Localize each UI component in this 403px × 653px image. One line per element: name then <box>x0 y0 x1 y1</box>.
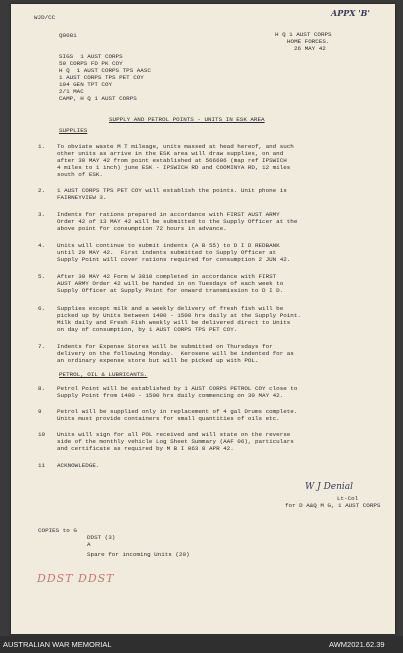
para-line: Supply Point from 1400 - 1500 hrs daily commencing on 30 MAY 42. <box>57 392 284 399</box>
para-line: after 30 MAY 42 from point established at 566606 (map ref IPSWICH <box>57 157 287 164</box>
file-number: Q0081 <box>59 32 77 39</box>
para-line: ACKNOWLEDGE. <box>57 462 100 469</box>
para-number: 2. <box>38 187 46 194</box>
para-line: Supplies except milk and a weekly delivery of fresh fish will be <box>57 305 284 312</box>
para-line: delivery on the following Monday. Kerosene will be indented for as <box>57 350 294 357</box>
para-line: picked up by Units between 1400 - 1500 hrs daily at the Supply Point. <box>57 312 301 319</box>
para-line: side of the monthly vehicle Log Sheet Summary (AAF 06), particulars <box>57 438 294 445</box>
para-number: 4. <box>38 242 46 249</box>
para-line: To obviate waste M T mileage, units massed at head hereof, and such <box>57 143 294 150</box>
archive-footer <box>0 636 403 653</box>
document-title: SUPPLY AND PETROL POINTS - UNITS IN ESK AREA <box>109 116 265 123</box>
para-number: 5. <box>38 273 46 280</box>
date: 26 MAY 42 <box>294 45 326 52</box>
distribution-line: 2/1 MAC <box>59 88 84 95</box>
para-number: 6. <box>38 305 46 312</box>
para-line: Petrol Point will be established by 1 AUST CORPS PETROL COY close to <box>57 385 298 392</box>
para-line: FAIRNEYVIEW 3. <box>57 194 107 201</box>
copies-label: COPIES to G <box>38 527 77 534</box>
distribution-line: 59 CORPS FD PK COY <box>59 60 123 67</box>
hq-heading: H Q 1 AUST CORPS <box>275 31 332 38</box>
para-line: Units must provide containers for small quantities of oils etc. <box>57 415 280 422</box>
para-number: 9 <box>38 408 42 415</box>
para-line: 1 AUST CORPS TPS PET COY will establish the points. Unit phone is <box>57 187 287 194</box>
signature-rank: Lt-Col <box>337 495 359 502</box>
para-number: 10 <box>38 431 46 438</box>
para-line: After 30 MAY 42 Form W 3810 completed in accordance with FIRST <box>57 273 277 280</box>
appendix-annotation: APPX 'B' <box>331 8 370 18</box>
para-number: 7. <box>38 343 46 350</box>
location: HOME FORCES. <box>287 38 330 45</box>
reference: WJD/CC <box>34 14 56 21</box>
para-number: 1. <box>38 143 46 150</box>
handwritten-annotation: DDST DDST <box>37 572 115 585</box>
para-line: Units will sign for all POL received and will state on the reverse <box>57 431 291 438</box>
para-line: Indents for Expense Stores will be submitted on Thursdays for <box>57 343 273 350</box>
para-line: on day of consumption, by 1 AUST CORPS TPS PET COY. <box>57 326 238 333</box>
distribution-line: CAMP, H Q 1 AUST CORPS <box>59 95 137 102</box>
section-heading-petrol: PETROL, OIL & LUBRICANTS. <box>59 371 148 378</box>
signature-title: for D A&Q M G, 1 AUST CORPS <box>285 502 381 509</box>
para-line: an ordinary expense store but will be picked up with POL. <box>57 357 259 364</box>
distribution-line: H Q 1 AUST CORPS TPS AASC <box>59 67 151 74</box>
para-number: 3. <box>38 211 46 218</box>
distribution-line: SIGS 1 AUST CORPS <box>59 53 123 60</box>
para-line: Petrol will be supplied only in replacement of 4 gal Drums complete. <box>57 408 298 415</box>
para-line: Milk daily and Fresh Fish weekly will be delivered direct to Units <box>57 319 291 326</box>
distribution-line: 1 AUST CORPS TPS PET COY <box>59 74 144 81</box>
document-page <box>11 4 395 634</box>
handwritten-signature: W J Denial <box>305 482 354 492</box>
para-line: Order 42 of 13 MAY 42 will be submitted to the Supply Officer at the <box>57 218 298 225</box>
distribution-line: 104 GEN TPT COY <box>59 81 113 88</box>
para-line: and certificate as required by M B I 063 8 APR 42. <box>57 445 234 452</box>
para-line: Supply Point will cover rations required for consumption 2 JUN 42. <box>57 256 291 263</box>
para-line: AUST ARMY Order 42 will be handed in on Tuesdays of each week to <box>57 280 284 287</box>
archive-name: AUSTRALIAN WAR MEMORIAL <box>3 640 112 649</box>
para-number: 8. <box>38 385 46 392</box>
section-heading-supplies: SUPPLIES <box>59 127 88 134</box>
para-line: Supply Officer at Supply Point for onward transmission to D I D. <box>57 287 284 294</box>
accession-number: AWM2021.62.39 <box>329 640 385 649</box>
para-line: Units will continue to submit indents (A B 55) to D I D REDBANK <box>57 242 280 249</box>
para-line: 4 miles to 1 inch) june ESK - IPSWICH RD and COOMINYA RD, 12 miles <box>57 164 291 171</box>
copies-line: DDST (3) <box>87 534 116 541</box>
copies-line: A <box>87 541 91 548</box>
copies-line: Spare for incoming Units (20) <box>87 551 190 558</box>
para-line: other units as arrive in the ESK area will draw supplies, on and <box>57 150 284 157</box>
para-line: until 29 MAY 42. First indents submitted to Supply Officer at <box>57 249 277 256</box>
para-line: Indents for rations prepared in accordance with FIRST AUST ARMY <box>57 211 280 218</box>
para-line: above point for consumption 72 hours in advance. <box>57 225 227 232</box>
para-number: 11 <box>38 462 46 469</box>
para-line: south of ESK. <box>57 171 103 178</box>
